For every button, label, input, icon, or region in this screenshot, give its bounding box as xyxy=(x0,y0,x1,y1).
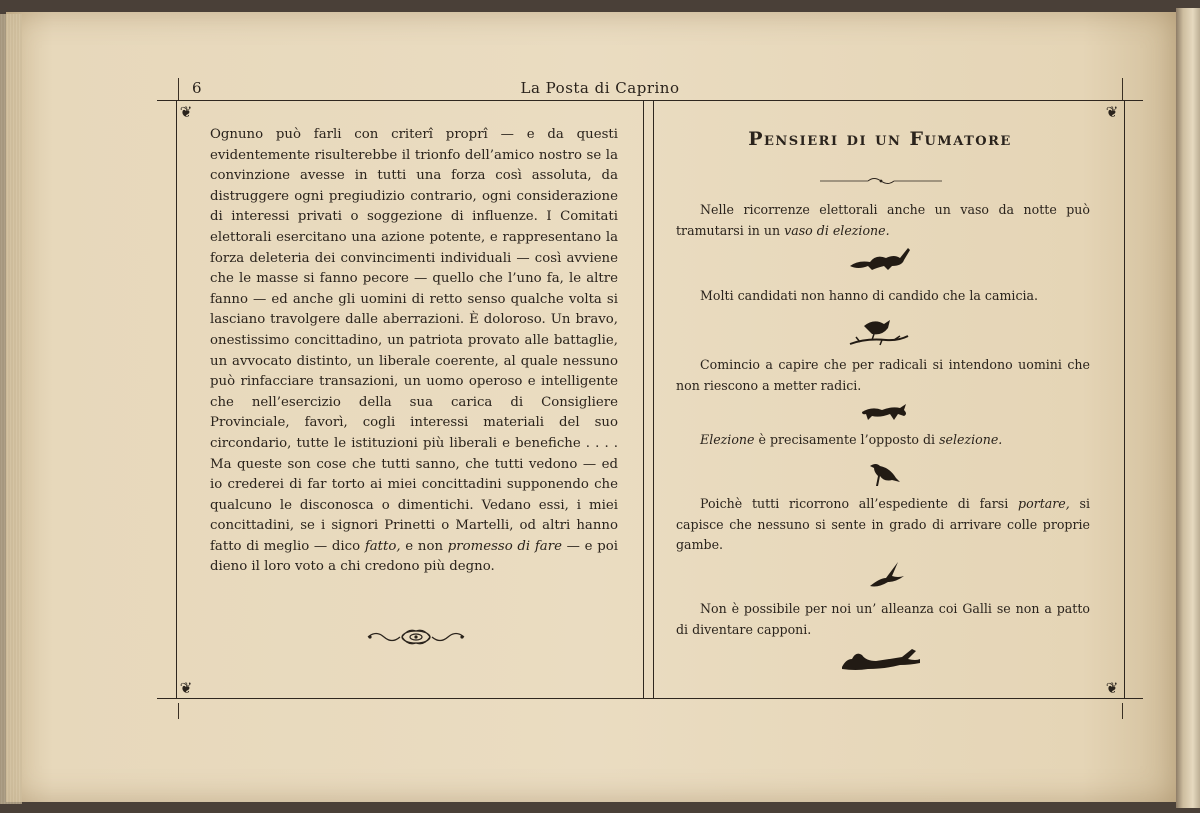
flourish-ornament-icon xyxy=(366,626,466,648)
section-title: Pensieri di un Fumatore xyxy=(748,128,1012,150)
running-title: La Posta di Caprino xyxy=(520,79,680,97)
thought-item: Elezione è precisamente l’opposto di selezione. xyxy=(700,432,1003,447)
fox-icon xyxy=(860,402,910,426)
thought-item: Non è possibile per noi un’ alleanza coi Galli se non a patto di diventare capponi. xyxy=(676,601,1090,637)
top-rule xyxy=(157,100,1143,101)
thought-item: Molti candidati non hanno di candido che la camicia. xyxy=(700,288,1039,303)
swallow-icon xyxy=(866,560,906,594)
clover-ornament-icon: ❦ xyxy=(179,679,193,697)
header-right-bar xyxy=(1122,78,1123,100)
thought-item: Nelle ricorrenze elettorali anche un vaso da notte può tramutarsi in un vaso di elezione. xyxy=(676,202,1090,238)
bird-on-branch-icon xyxy=(846,316,912,352)
center-rule-left xyxy=(643,101,644,698)
left-frame-rule xyxy=(176,101,177,698)
monkey-icon xyxy=(848,244,914,278)
right-frame-rule xyxy=(1124,101,1125,698)
clover-ornament-icon: ❦ xyxy=(179,103,193,121)
footer-right-bar xyxy=(1122,703,1123,719)
article-paragraph: Ognuno può farli con criterî proprî — e da questi evidentemente risulterebbe il trionfo dell’amico nostro se la convinzione avesse in tutti una forza così assoluta, da distruggere ogni pregiudizio contrario, ogni considerazione di interessi privati o soggezione di influenze. I Comitati elettorali esercitano una azione potente, e rappresentano la forza deleteria dei convincimenti individuali — così avviene che le masse si fanno pecore — quello che l’uno fa, le altre fanno — ed anche gli uomini di retto senso qualche volta si lasciano travolgere dalle aberrazioni. È doloroso. Un bravo, onestissimo concittadino, un patriota provato alle battaglie, un avvocato distinto, un liberale coerente, al quale nessuno può rinfacciare transazioni, un uomo operoso e intelligente che nell’esercizio della sua carica di Consigliere Provinciale, favorì, cogli interessi materiali del suo circondario, tutte le istituzioni più liberali e benefiche . . . . Ma queste son cose che tutti sanno, che tutti vedono — ed io crederei di far torto ai miei concittadini supponendo che qualcuno le disconosca o dimentichi. Vedano essi, i miei concittadini, se i signori Prinetti o Martelli, od altri hanno fatto di meglio — dico fatto, e non promesso di fare — e poi dieno il loro voto a chi credono più degno. xyxy=(210,127,619,575)
page-stack-edge xyxy=(0,14,22,804)
book-gutter-edge xyxy=(1176,8,1200,808)
thought-item: Poichè tutti ricorrono all’espediente di farsi portare, si capisce che nessuno si sente in grado di arrivare colle proprie gambe. xyxy=(676,496,1091,553)
clover-ornament-icon: ❦ xyxy=(1105,679,1119,697)
reclining-figure-icon xyxy=(840,645,922,677)
clover-ornament-icon: ❦ xyxy=(1105,103,1119,121)
page-number: 6 xyxy=(192,79,202,97)
bottom-rule xyxy=(157,698,1143,699)
thought-item: Comincio a capire che per radicali si intendono uomini che non riescono a metter radici. xyxy=(676,357,1090,393)
title-flourish-icon xyxy=(820,176,942,186)
article-column xyxy=(210,125,618,578)
center-rule-right xyxy=(653,101,654,698)
footer-left-bar xyxy=(178,703,179,719)
crow-icon xyxy=(866,460,902,492)
